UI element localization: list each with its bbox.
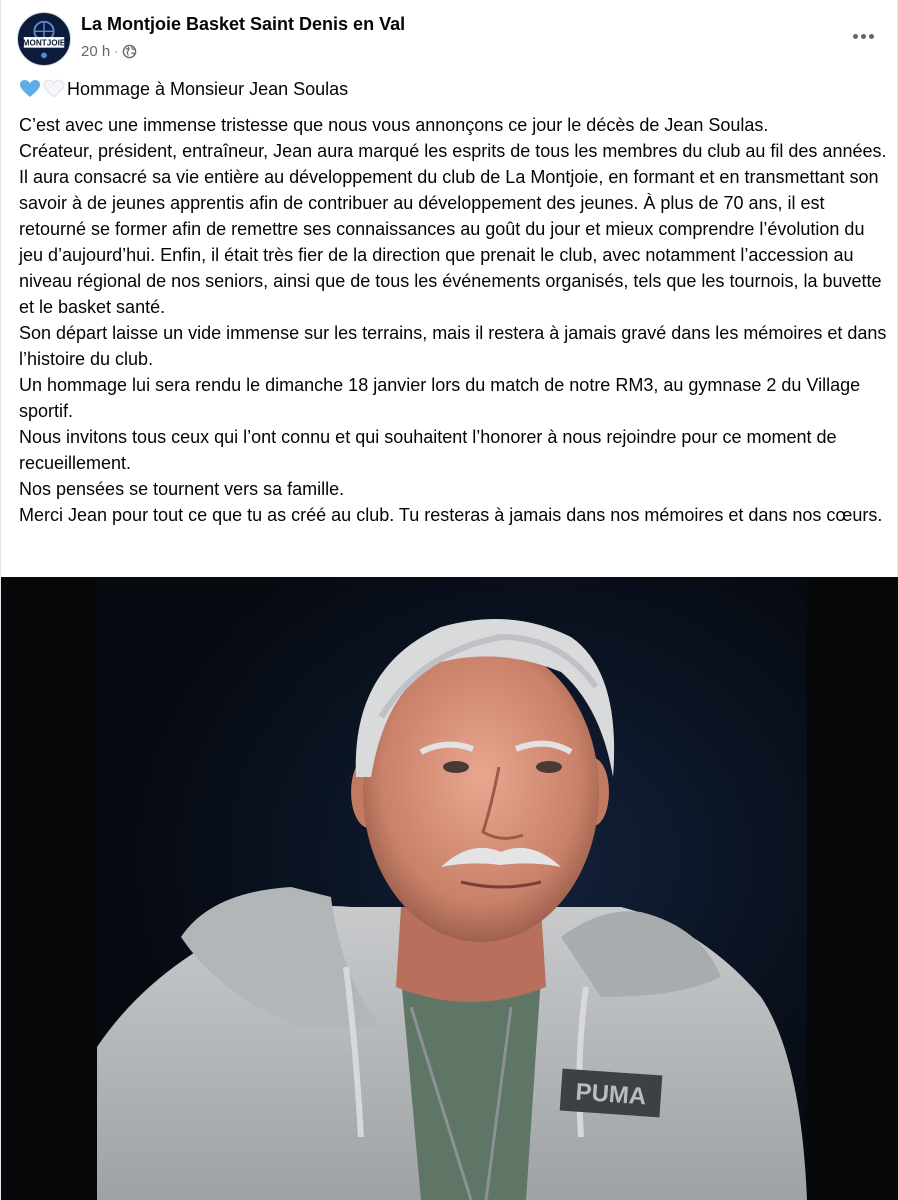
more-options-icon[interactable] xyxy=(845,24,881,48)
page-name-link[interactable]: La Montjoie Basket Saint Denis en Val xyxy=(81,14,406,34)
post-meta xyxy=(81,42,137,60)
post-message xyxy=(19,76,889,528)
meta-separator: · xyxy=(114,44,119,58)
post-header xyxy=(1,0,898,72)
montjoie-logo xyxy=(18,13,70,65)
svg-text:MONTJOIE: MONTJOIE xyxy=(22,38,66,48)
portrait-image xyxy=(1,577,898,1200)
white-heart-icon xyxy=(43,79,65,99)
page-avatar[interactable] xyxy=(17,12,71,66)
globe-icon[interactable] xyxy=(122,44,137,59)
svg-text:PUMA: PUMA xyxy=(574,1078,648,1111)
post-paragraph: C’est avec une immense tristesse que nous vous annonçons ce jour le décès de Jean Soulas. Créateur, président, entraîneur, Jean aura marqué les esprits de tous les membres du club au fil des années. Il aura consacré sa vie entière au développement du club de La Montjoie, en formant et en transmettant son savoir à de jeunes apprentis afin de contribuer au développement des jeunes. À plus de 70 ans, il est retourné se former afin de remettre ses connaissances au goût du jour et mieux comprendre l’évolution du jeu d’aujourd’hui. Enfin, il était très fier de la direction que prenait le club, avec notamment l’accession au niveau régional de nos seniors, ainsi que de tous les événements organisés, tels que les tournois, la buvette et le basket santé. Son départ laisse un vide immense sur les terrains, mais il restera à jamais gravé dans les mémoires et dans l’histoire du club. Un hommage lui sera rendu le dimanche 18 janvier lors du match de notre RM3, au gymnase 2 du Village sportif. Nous invitons tous ceux qui l’ont connu et qui souhaitent l’honorer à nous rejoindre pour ce moment de recueillement. Nos pensées se tournent vers sa famille. Merci Jean pour tout ce que tu as créé au club. Tu resteras à jamais dans nos mémoires et dans nos cœurs. xyxy=(19,115,887,525)
blue-heart-icon xyxy=(19,79,41,99)
post-title: Hommage à Monsieur Jean Soulas xyxy=(67,79,349,99)
post-timestamp[interactable]: 20 h xyxy=(81,42,111,60)
post-title-line xyxy=(19,76,889,102)
post-photo[interactable] xyxy=(1,577,898,1200)
